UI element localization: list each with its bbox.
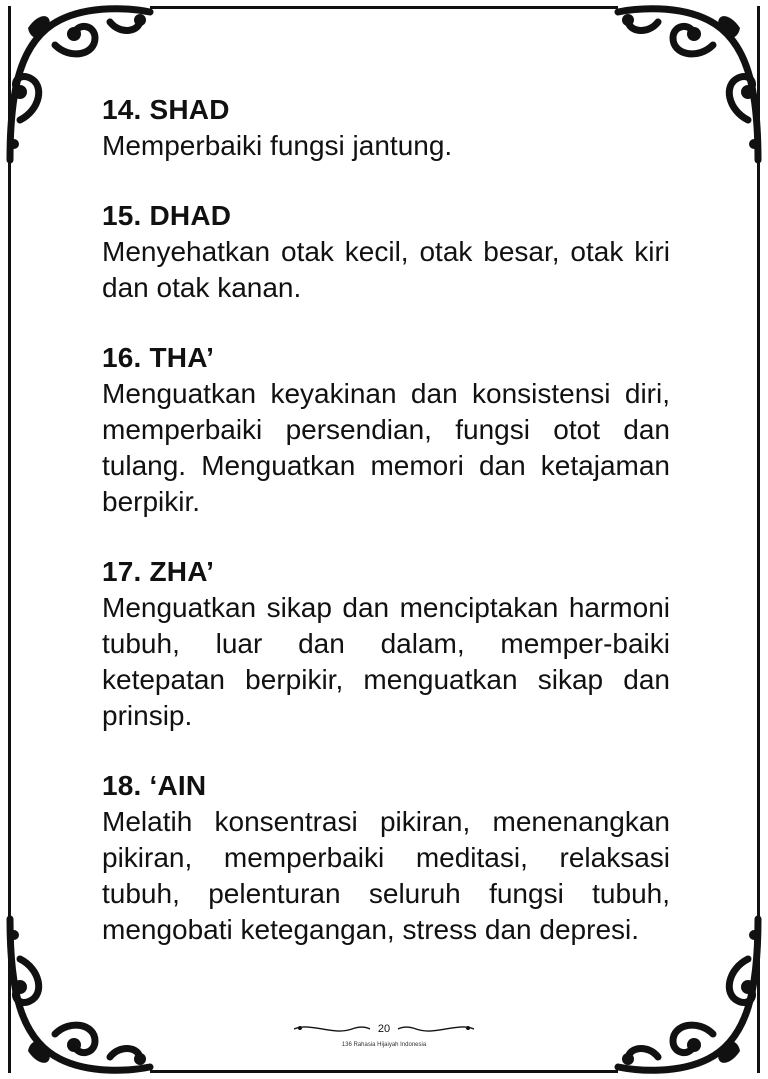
flourish-divider-icon xyxy=(292,1022,476,1036)
page-number: 20 xyxy=(377,1023,391,1035)
letter-entry-dhad xyxy=(102,198,670,306)
page-border-top xyxy=(150,6,618,9)
page-border-bottom xyxy=(150,1070,618,1073)
main-content xyxy=(102,92,670,982)
entry-heading: 15. DHAD xyxy=(102,200,232,231)
entry-description: Menguatkan sikap dan menciptakan harmoni tubuh, luar dan dalam, memper-baiki ketepatan berpikir, menguatkan sikap dan prinsip. xyxy=(102,592,670,731)
entry-heading: 16. THA’ xyxy=(102,342,215,373)
letter-entry-zha xyxy=(102,554,670,734)
entry-heading: 14. SHAD xyxy=(102,94,230,125)
letter-entry-tha xyxy=(102,340,670,520)
entry-description: Memperbaiki fungsi jantung. xyxy=(102,130,453,161)
letter-entry-ain xyxy=(102,768,670,948)
entry-heading: 18. ‘AIN xyxy=(102,770,207,801)
book-title-caption: 136 Rahasia Hijaiyah Indonesia xyxy=(341,1042,427,1048)
entry-description: Melatih konsentrasi pikiran, menenangkan pikiran, memperbaiki meditasi, relaksasi tubuh, pelenturan seluruh fungsi tubuh, mengobati ketegangan, stress dan depresi. xyxy=(102,806,670,945)
flourish-left-icon xyxy=(292,1022,372,1036)
letter-entry-shad xyxy=(102,92,670,164)
entry-description: Menyehatkan otak kecil, otak besar, otak kiri dan otak kanan. xyxy=(102,236,670,303)
page-footer xyxy=(0,1022,768,1048)
flourish-right-icon xyxy=(396,1022,476,1036)
entry-description: Menguatkan keyakinan dan konsistensi diri, memperbaiki persendian, fungsi otot dan tulang. Menguatkan memori dan ketajaman berpikir. xyxy=(102,378,670,517)
entry-heading: 17. ZHA’ xyxy=(102,556,215,587)
